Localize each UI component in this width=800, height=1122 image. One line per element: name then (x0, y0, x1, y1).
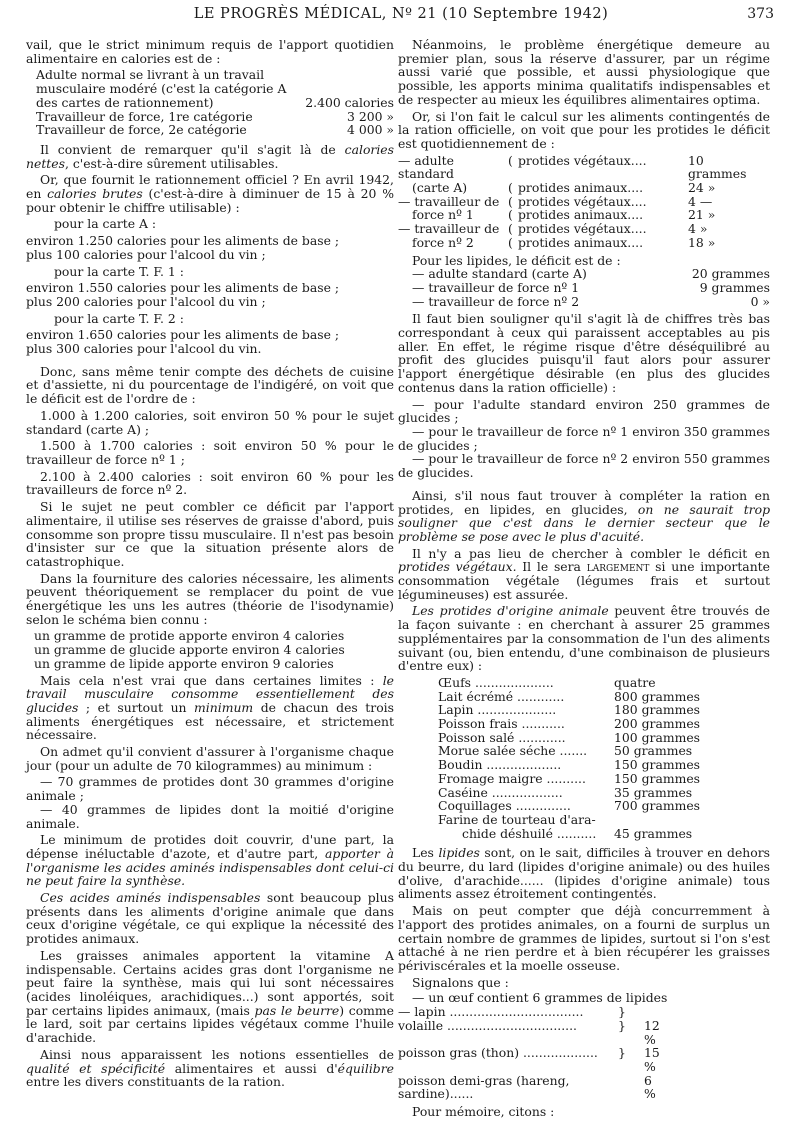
table-row: Poisson frais ........... 200 grammes (438, 716, 701, 732)
table-row: Caséine .................. 35 grammes (438, 784, 693, 800)
table-row: — travailleur de force nº 2 0 » (412, 293, 770, 309)
row-value: 3 200 » (347, 108, 394, 124)
card-heading: pour la carte T. F. 2 : (54, 310, 184, 326)
paragraph: Le minimum de protides doit couvrir, d'une part, la dépense inéluctable d'azote, et d'autre part, apporter à l'organisme les acides aminés indispensables dont celui-ci ne peut faire la synthèse. (26, 832, 394, 889)
paragraph: Pour les lipides, le déficit est de : (412, 252, 621, 268)
paragraph: Il n'y a pas lieu de chercher à combler le déficit en protides végétaux. Il le sera largement si une importante consommation végétale (légumes frais et surtout légumineuses) est assurée. (398, 545, 770, 602)
paragraph: Mais cela n'est vrai que dans certaines limites : le travail musculaire consomme essentiellement des glucides ; et surtout un minimum de chacun des trois aliments énergétiques est nécessaire, et strictement nécessaire. (26, 672, 394, 743)
table-row: — lapin .................................. } (398, 1004, 626, 1020)
table-row: — travailleur de ( protides végétaux.... 4 — (398, 193, 713, 209)
row-label: Travailleur de force, 1re catégorie (36, 108, 253, 124)
paragraph: Il convient de remarquer qu'il s'agit là de calories nettes, c'est-à-dire sûrement utilisables. (26, 141, 394, 171)
table-row: Coquillages .............. 700 grammes (438, 798, 701, 814)
table-row: Lapin .................... 180 grammes (438, 702, 701, 718)
table-row: force nº 2 ( protides animaux.... 18 » (412, 234, 716, 250)
list-item: un gramme de glucide apporte environ 4 calories (34, 642, 345, 658)
paragraph: Signalons que : (412, 974, 509, 990)
paragraph: Pour mémoire, citons : (412, 1104, 555, 1120)
paragraph: Ainsi nous apparaissent les notions essentielles de qualité et spécificité alimentaires et aussi d'équilibre entre les divers constituants de la ration. (26, 1046, 394, 1090)
table-row: poisson gras (thon) ................... } 15 % (398, 1045, 660, 1074)
row-label: Adulte normal se livrant à un travail musculaire modéré (c'est la catégorie A des cartes de rationnement) (36, 67, 287, 110)
paragraph: Ainsi, s'il nous faut trouver à compléter la ration en protides, en lipides, en glucides, on ne saurait trop souligner que c'est dans le dernier secteur que le problème se pose avec le plus d'acuité. (398, 487, 770, 544)
paragraph: environ 1.650 calories pour les aliments de base ; (26, 327, 340, 343)
row-value: 2.400 calories (305, 94, 394, 110)
paragraph: On admet qu'il convient d'assurer à l'organisme chaque jour (pour un adulte de 70 kilogrammes) au minimum : (26, 744, 394, 773)
row-label: Travailleur de force, 2e catégorie (36, 122, 247, 138)
table-row: — travailleur de force nº 1 9 grammes (412, 279, 770, 295)
table-row (36, 123, 394, 137)
list-item: — 70 grammes de protides dont 30 grammes d'origine animale ; (26, 774, 394, 804)
lipides-deficit-table (412, 267, 770, 308)
table-row: Farine de tourteau d'ara- (438, 811, 596, 827)
page-header (28, 6, 774, 28)
table-row: Boudin ................... 150 grammes (438, 757, 701, 773)
table-row: volaille ................................. } 12 % (398, 1017, 660, 1047)
table-row: Morue salée séche ....... 50 grammes (438, 743, 693, 759)
paragraph: Il faut bien souligner qu'il s'agit là de chiffres très bas correspondant à ceux qui paraissent acceptables au pis aller. En effet, le régime risque d'être déséquilibré au profit des glucides puisqu'il faut alors pour assurer l'apport énergétique désirable (en plus des glucides contenus dans la ration officielle) : (398, 311, 770, 395)
paragraph: Si le sujet ne peut combler ce déficit par l'apport alimentaire, il utilise ses réserves de graisse d'abord, puis consomme son propre tissu musculaire. Il n'est pas besoin d'insister sur ce que la situation présente alors de catastrophique. (26, 499, 394, 569)
paragraph: 2.100 à 2.400 calories : soit environ 60 % pour les travailleurs de force nº 2. (26, 468, 394, 498)
right-column (398, 38, 770, 1122)
paragraph: plus 300 calories pour l'alcool du vin. (26, 341, 262, 357)
table-row: — adulte standard (carte A) 20 grammes (412, 266, 770, 282)
paragraph: 1.000 à 1.200 calories, soit environ 50 % pour le sujet standard (carte A) ; (26, 407, 394, 437)
table-row (36, 110, 394, 124)
table-row: poisson demi-gras (hareng, sardine)...... 6 % (398, 1072, 656, 1102)
list-item: — un œuf contient 6 grammes de lipides (412, 990, 668, 1006)
row-value: 4 000 » (347, 122, 394, 138)
paragraph: plus 200 calories pour l'alcool du vin ; (26, 293, 266, 309)
lipid-content-table (398, 1005, 770, 1101)
paragraph: Ces acides aminés indispensables sont beaucoup plus présents dans les aliments d'origine animale que dans ceux d'origine végétale, ce qui explique la nécessité des protides animaux. (26, 890, 394, 947)
table-row: Poisson salé ............ 100 grammes (438, 729, 701, 745)
paragraph: plus 100 calories pour l'alcool du vin ; (26, 246, 266, 262)
paragraph: Les protides d'origine animale peuvent être trouvés de la façon suivante : en cherchant à assurer 25 grammes supplémentaires par la consommation de l'un des aliments suivant (ou, bien entendu, d'une combinaison de plusieurs d'entre eux) : (398, 603, 770, 674)
paragraph: environ 1.550 calories pour les aliments de base ; (26, 280, 340, 296)
table-row: (carte A) ( protides animaux.... 24 » (412, 180, 716, 196)
animal-protide-foods-table (398, 676, 770, 840)
paragraph: Les graisses animales apportent la vitamine A indispensable. Certains acides gras dont l'organisme ne peut faire la synthèse, mais qui lui sont nécessaires (acides linoléiques, arachidiques...) sont apportés, soit par certains lipides animaux, (mais pas le beurre) comme le lard, soit par certains lipides végétaux comme l'huile d'arachide. (26, 947, 394, 1046)
list-item: — 40 grammes de lipides dont la moitié d'origine animale. (26, 801, 394, 831)
paragraph: Les lipides sont, on le sait, difficiles à trouver en dehors du beurre, du lard (lipides d'origine animale) ou des huiles d'olive, d'arachide...... (lipides d'origine animale) tous aliments assez étroitement contingentés. (398, 845, 771, 902)
list-item: — pour le travailleur de force nº 1 environ 350 grammes de glucides ; (398, 423, 770, 453)
card-heading: pour la carte A : (54, 216, 157, 232)
paragraph: Dans la fourniture des calories nécessaire, les aliments peuvent théoriquement se remplacer du point de vue énergétique les uns les autres (théorie de l'isodynamie) selon le schéma bien connu : (26, 570, 394, 627)
table-row (36, 68, 394, 109)
list-item: — pour l'adulte standard environ 250 grammes de glucides ; (398, 396, 770, 426)
paragraph: environ 1.250 calories pour les aliments de base ; (26, 233, 340, 249)
table-row: Lait écrémé ............ 800 grammes (438, 688, 701, 704)
calorie-requirements-table (36, 68, 394, 137)
journal-title: LE PROGRÈS MÉDICAL, Nº 21 (10 Septembre 1942) (193, 6, 609, 22)
table-row: chide déshuilé .......... 45 grammes (462, 825, 693, 841)
paragraph: Mais on peut compter que déjà concurremment à l'apport des protides animales, on a fourni de surplus un certain nombre de grammes de lipides, surtout si l'on s'est attaché à ne rien perdre et à bien récupérer les graisses périviscérales et la moelle osseuse. (398, 903, 770, 973)
table-row: Œufs .................... quatre (438, 674, 656, 690)
list-item: un gramme de lipide apporte environ 9 calories (34, 655, 334, 671)
card-heading: pour la carte T. F. 1 : (54, 263, 184, 279)
paragraph: Or, si l'on fait le calcul sur les aliments contingentés de la ration officielle, on voit que pour les protides le déficit est quotidiennement de : (398, 108, 770, 151)
table-row: force nº 1 ( protides animaux.... 21 » (412, 207, 716, 223)
table-row: — travailleur de ( protides végétaux.... 4 » (398, 221, 708, 237)
list-item: un gramme de protide apporte environ 4 calories (34, 628, 345, 644)
paragraph: Or, que fournit le rationnement officiel ? En avril 1942, en calories brutes (c'est-à-dire à diminuer de 15 à 20 % pour obtenir le chiffre utilisable) : (26, 172, 394, 215)
paragraph: 1.500 à 1.700 calories : soit environ 50 % pour le travailleur de force nº 1 ; (26, 438, 394, 467)
table-row: — adulte standard ( protides végétaux.... 10 grammes (398, 152, 747, 182)
protides-deficit-table (398, 154, 770, 250)
page-number: 373 (747, 6, 774, 22)
paragraph: Néanmoins, le problème énergétique demeure au premier plan, sous la réserve d'assurer, par un régime aussi varié que possible, et aussi physiologique que possible, les apports minima qualitatifs indispensables et de respecter au mieux les équilibres alimentaires optima. (398, 37, 770, 107)
list-item: — pour le travailleur de force nº 2 environ 550 grammes de glucides. (398, 451, 770, 481)
paragraph: Donc, sans même tenir compte des déchets de cuisine et d'assiette, ni du pourcentage de l'indigéré, on voit que le déficit est de l'ordre de : (26, 363, 394, 407)
table-row: Fromage maigre .......... 150 grammes (438, 770, 701, 786)
left-column (26, 38, 394, 1092)
paragraph: vail, que le strict minimum requis de l'apport quotidien alimentaire en calories est de : (26, 37, 394, 66)
